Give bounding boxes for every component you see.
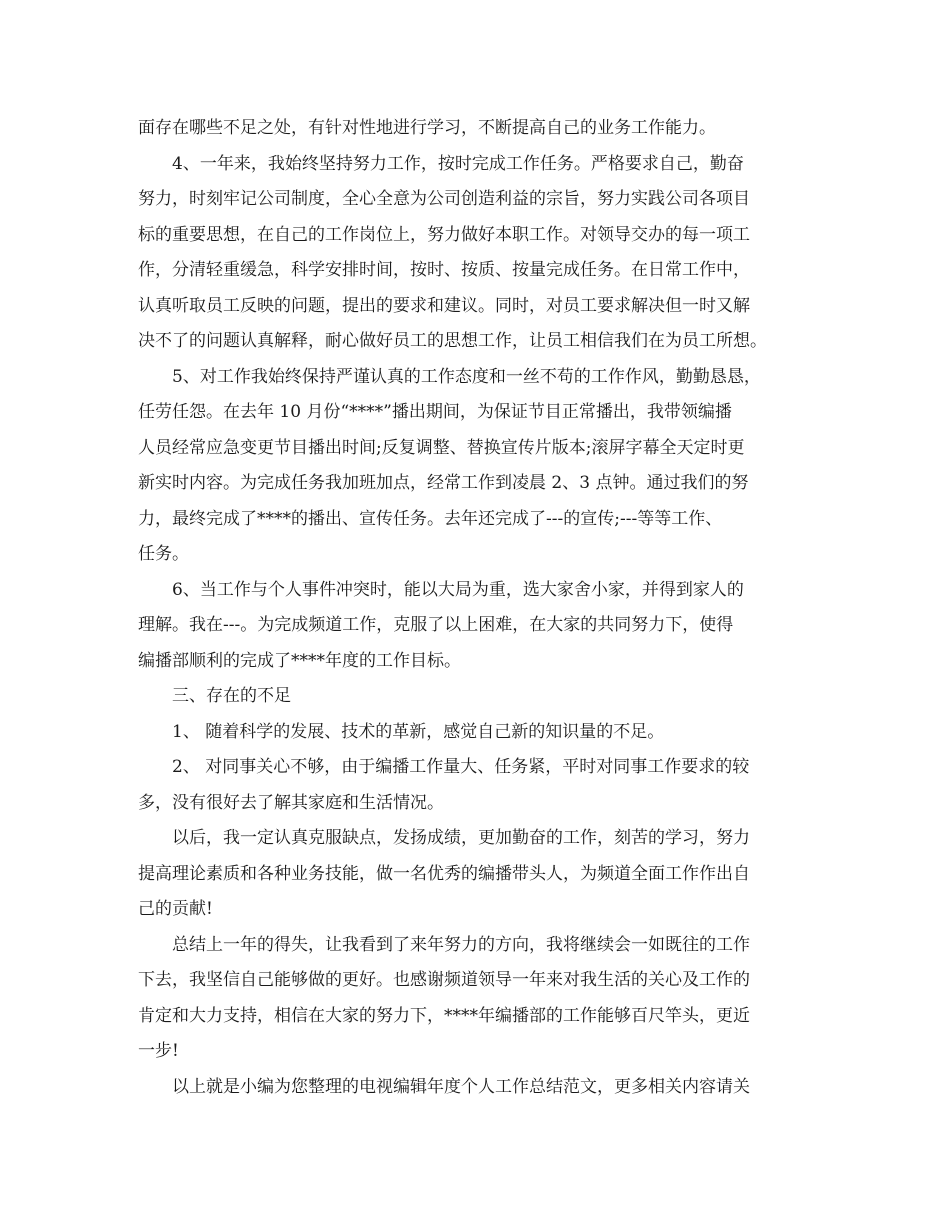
text-line: 作，分清轻重缓急，科学安排时间，按时、按质、按量完成任务。在日常工作中， (138, 260, 750, 280)
text-line: 多，没有很好去了解其家庭和生活情况。 (138, 792, 444, 813)
text-line: 己的贡献! (138, 899, 213, 919)
document-body (138, 111, 818, 1105)
text-line: 1、 随着科学的发展、技术的革新，感觉自己新的知识量的不足。 (172, 721, 665, 742)
text-line: 力，最终完成了****的播出、宣传任务。去年还完成了---的宣传;---等等工作、 (138, 508, 723, 529)
section-heading: 三、存在的不足 (172, 686, 291, 706)
text-line: 任务。 (138, 544, 189, 564)
text-line: 任劳任怨。在去年 10 月份“****”播出期间，为保证节目正常播出，我带领编播 (138, 402, 732, 422)
text-line: 下去，我坚信自己能够做的更好。也感谢频道领导一年来对我生活的关心及工作的 (138, 970, 750, 990)
text-line: 新实时内容。为完成任务我加班加点，经常工作到凌晨 2、3 点钟。通过我们的努 (138, 473, 749, 493)
text-line: 提高理论素质和各种业务技能，做一名优秀的编播带头人，为频道全面工作作出自 (138, 863, 750, 884)
text-line: 4、一年来，我始终坚持努力工作，按时完成工作任务。严格要求自己，勤奋 (172, 153, 744, 174)
text-line: 一步! (138, 1041, 179, 1061)
text-line: 肯定和大力支持，相信在大家的努力下，****年编播部的工作能够百尺竿头，更近 (138, 1005, 750, 1026)
text-line: 编播部顺利的完成了****年度的工作目标。 (138, 650, 461, 671)
text-line: 努力，时刻牢记公司制度，全心全意为公司创造利益的宗旨，努力实践公司各项目 (138, 189, 750, 209)
text-line: 总结上一年的得失，让我看到了来年努力的方向，我将继续会一如既往的工作 (172, 934, 750, 955)
text-line: 标的重要思想，在自己的工作岗位上，努力做好本职工作。对领导交办的每一项工 (138, 224, 750, 245)
text-line: 认真听取员工反映的问题，提出的要求和建议。同时，对员工要求解决但一时又解 (138, 295, 750, 316)
text-line: 以上就是小编为您整理的电视编辑年度个人工作总结范文，更多相关内容请关 (172, 1076, 750, 1097)
text-line: 5、对工作我始终保持严谨认真的工作态度和一丝不苟的工作作风，勤勤恳恳， (172, 366, 761, 387)
text-line: 理解。我在---。为完成频道工作，克服了以上困难，在大家的共同努力下，使得 (138, 615, 734, 635)
text-line: 2、 对同事关心不够，由于编播工作量大、任务紧，平时对同事工作要求的较 (172, 757, 750, 777)
text-line: 人员经常应急变更节目播出时间;反复调整、替换宣传片版本;滚屏字幕全天定时更 (138, 437, 745, 458)
text-line: 决不了的问题认真解释，耐心做好员工的思想工作，让员工相信我们在为员工所想。 (138, 331, 767, 351)
text-line: 以后，我一定认真克服缺点，发扬成绩，更加勤奋的工作，刻苦的学习，努力 (172, 828, 750, 848)
text-line: 6、当工作与个人事件冲突时，能以大局为重，选大家舍小家，并得到家人的 (172, 579, 744, 600)
text-line: 面存在哪些不足之处，有针对性地进行学习，不断提高自己的业务工作能力。 (138, 118, 716, 138)
